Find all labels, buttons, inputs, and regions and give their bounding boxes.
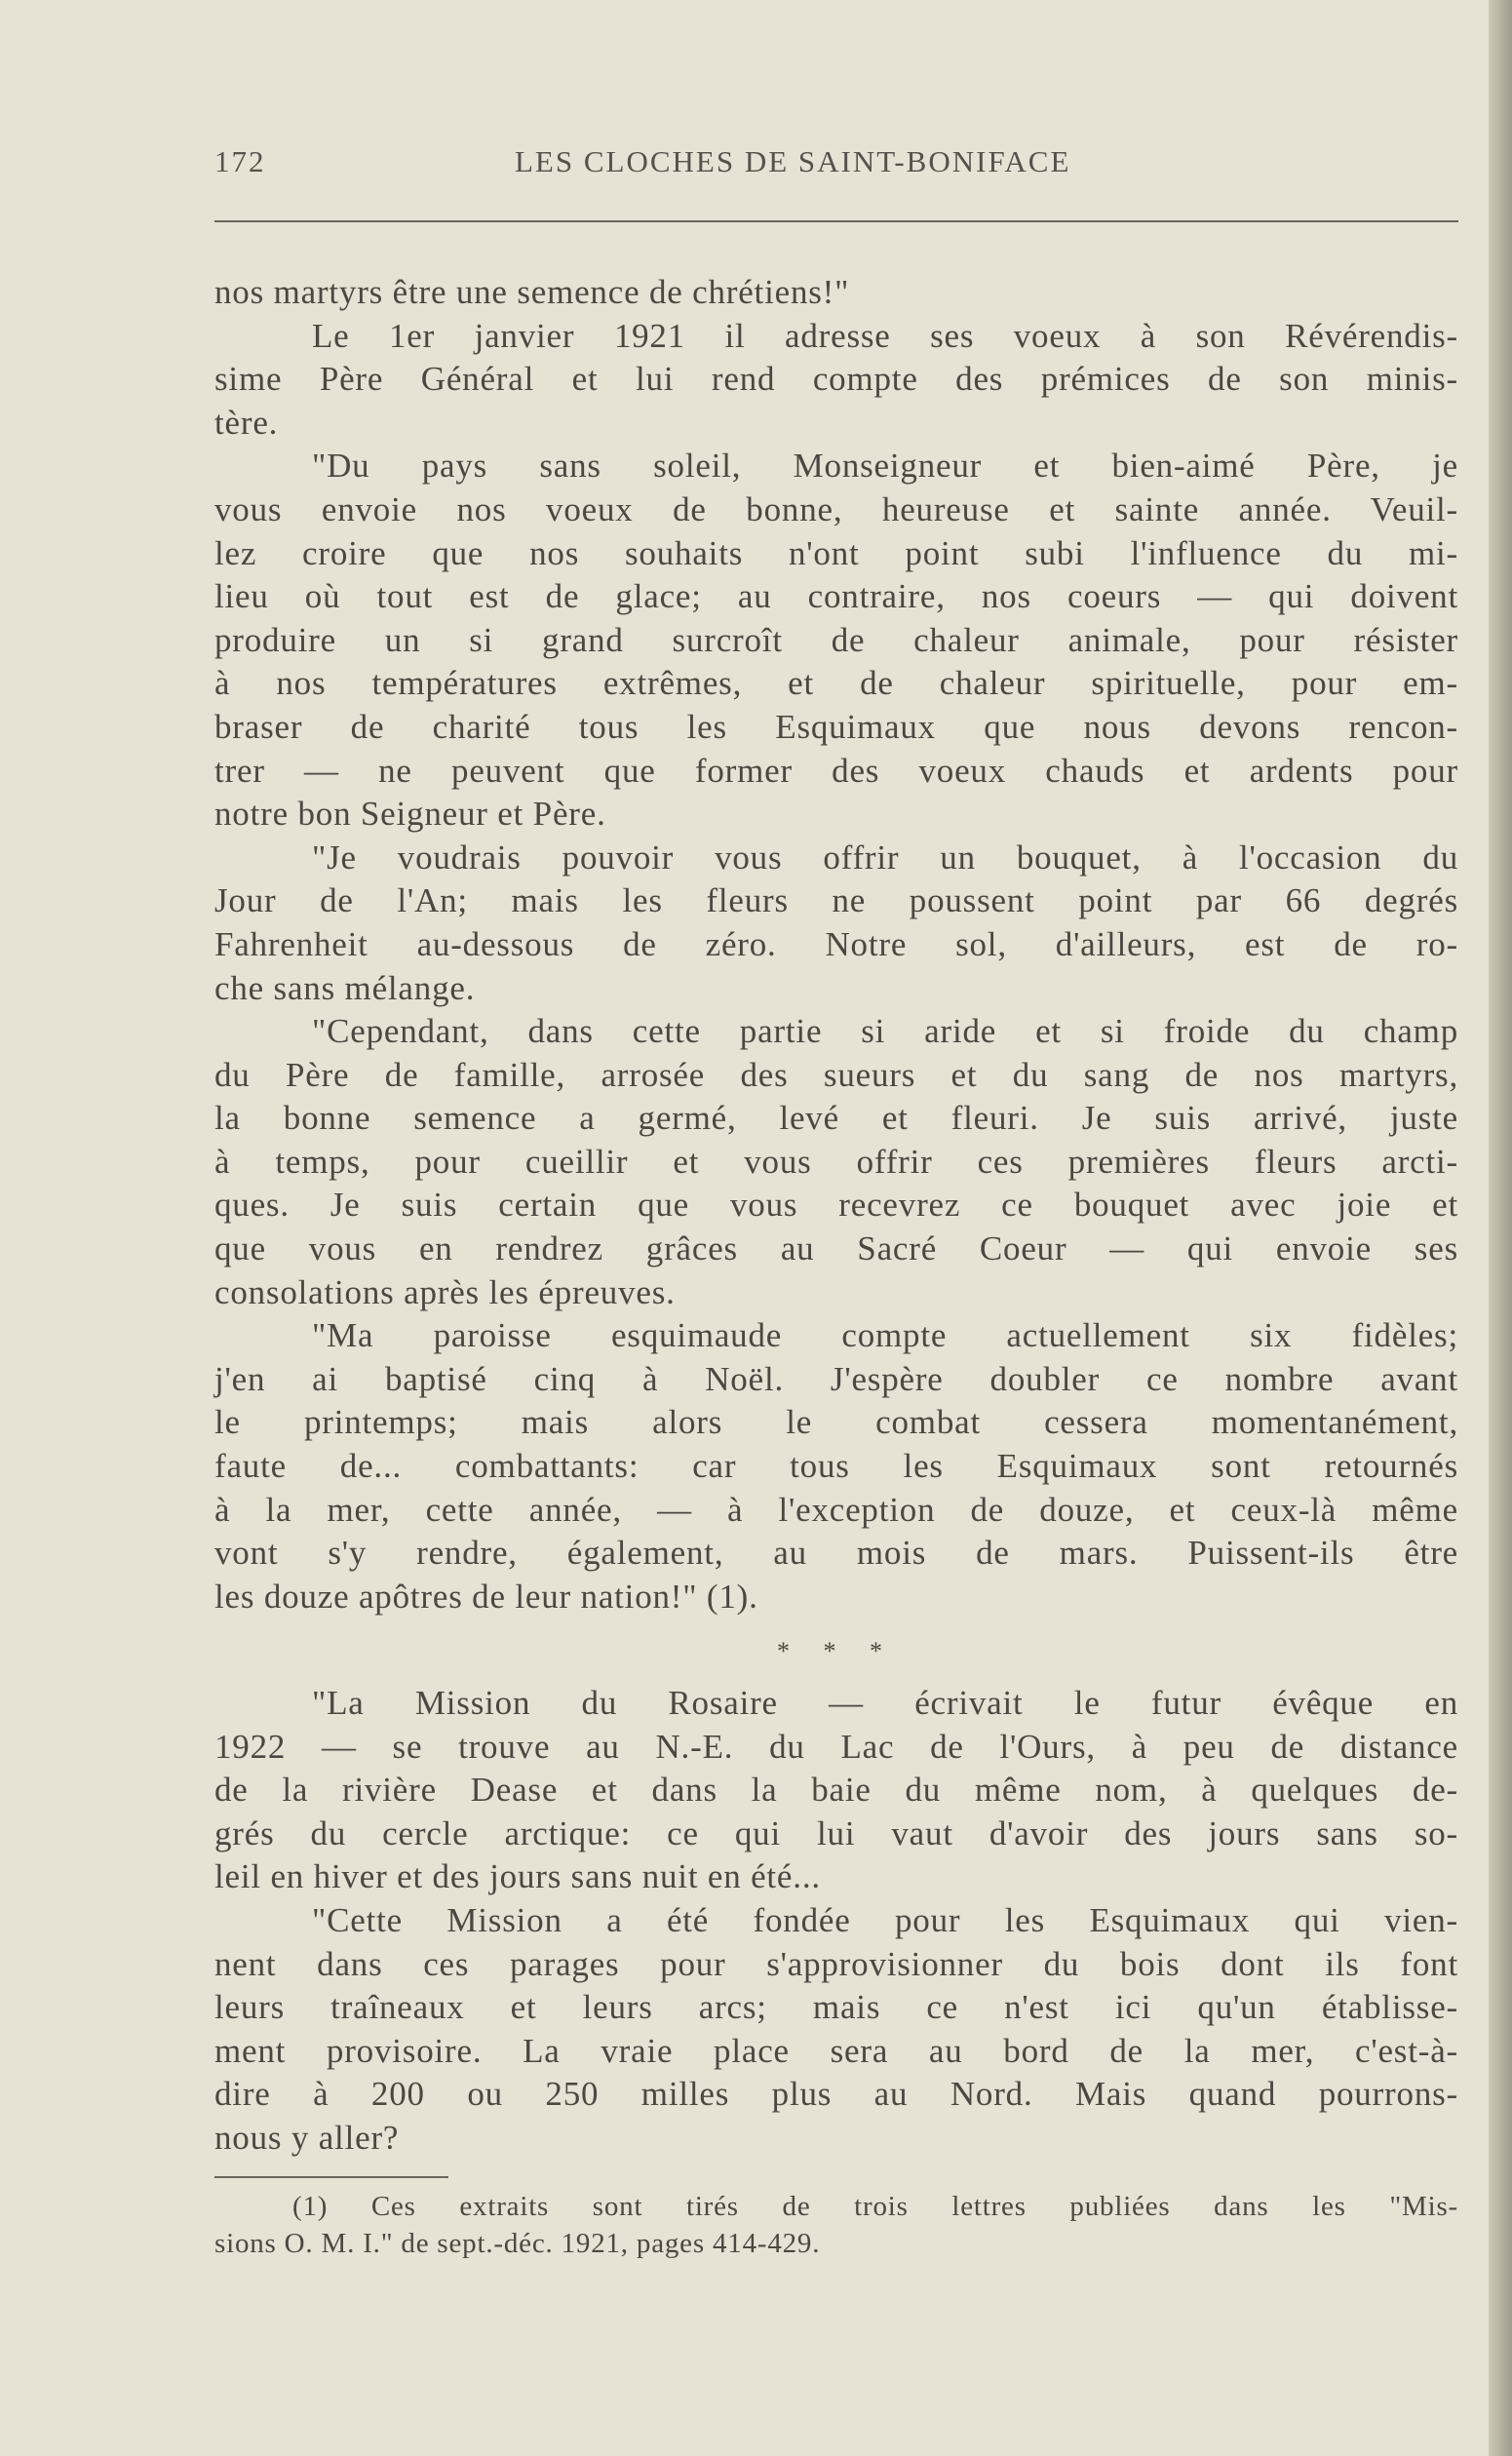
section-break: * * * [777,1637,896,1666]
paragraph-2 [214,315,1458,402]
running-title: LES CLOCHES DE SAINT-BONIFACE [515,144,1071,178]
line: vous envoie nos voeux de bonne, heureuse et sainte année. Veuil- [214,489,1458,528]
line: "La Mission du Rosaire — écrivait le futur évêque en [312,1684,1458,1722]
line: "Cette Mission a été fondée pour les Esquimaux qui vien- [312,1900,1458,1939]
line: à temps, pour cueillir et vous offrir ces premières fleurs arcti- [214,1142,1458,1181]
line: (1) Ces extraits sont tirés de trois lettres publiées dans les "Mis- [292,2191,1458,2222]
footnote [214,2188,1458,2262]
paragraph-8 [214,1899,1458,2117]
line: nous y aller? [214,2118,400,2157]
line: 1922 — se trouve au N.-E. du Lac de l'Ours, à peu de distance [214,1727,1458,1766]
line: "Je voudrais pouvoir vous offrir un bouquet, à l'occasion du [312,838,1458,877]
line: produire un si grand surcroît de chaleur animale, pour résister [214,620,1458,659]
line: nent dans ces parages pour s'approvisionner du bois dont ils font [214,1944,1458,1983]
line: "Cependant, dans cette partie si aride et si froide du champ [312,1012,1458,1051]
line: j'en ai baptisé cinq à Noël. J'espère doubler ce nombre avant [214,1359,1458,1398]
page-number: 172 [214,144,266,178]
line: consolations après les épreuves. [214,1272,676,1311]
line: nos martyrs être une semence de chrétiens!" [214,273,850,311]
line: la bonne semence a germé, levé et fleuri. Je suis arrivé, juste [214,1099,1458,1138]
line: grés du cercle arctique: ce qui lui vaut d'avoir des jours sans so- [214,1813,1458,1852]
paragraph-8-end [214,2117,1458,2161]
paragraph-6 [214,1314,1458,1576]
line: du Père de famille, arrosée des sueurs et du sang de nos martyrs, [214,1055,1458,1094]
footnote-line-2 [214,2225,1458,2262]
line: vont s'y rendre, également, au mois de mars. Puissent-ils être [214,1534,1458,1573]
footnote-rule [214,2176,448,2178]
line: sime Père Général et lui rend compte des prémices de son minis- [214,360,1458,399]
line: trer — ne peuvent que former des voeux chauds et ardents pour [214,751,1458,790]
paragraph-3 [214,445,1458,793]
line: sions O. M. I." de sept.-déc. 1921, pages 414-429. [214,2228,821,2259]
line: ques. Je suis certain que vous recevrez ce bouquet avec joie et [214,1186,1458,1225]
line: Jour de l'An; mais les fleurs ne poussent point par 66 degrés [214,881,1458,920]
paragraph-7 [214,1682,1458,1855]
line: "Du pays sans soleil, Monseigneur et bien-aimé Père, je [312,447,1458,486]
paragraph-4-end [214,967,1458,1011]
line: lez croire que nos souhaits n'ont point subi l'influence du mi- [214,533,1458,572]
page-edge-shadow [1489,0,1512,2456]
footnote-line-1 [214,2188,1458,2225]
line: à la mer, cette année, — à l'exception de douze, et ceux-là même [214,1490,1458,1529]
line: braser de charité tous les Esquimaux que nous devons rencon- [214,707,1458,746]
paragraph-2-end [214,402,1458,446]
line: leil en hiver et des jours sans nuit en été... [214,1857,821,1896]
paragraph-1 [214,271,1458,315]
line: notre bon Seigneur et Père. [214,795,606,834]
line: à nos températures extrêmes, et de chaleur spirituelle, pour em- [214,664,1458,703]
paragraph-3-end [214,793,1458,837]
paragraph-6-end [214,1576,1458,1619]
line: che sans mélange. [214,968,476,1007]
line: Fahrenheit au-dessous de zéro. Notre sol, d'ailleurs, est de ro- [214,924,1458,963]
line: tère. [214,403,279,442]
paragraph-5 [214,1010,1458,1271]
line: lieu où tout est de glace; au contraire, nos coeurs — qui doivent [214,577,1458,616]
line: "Ma paroisse esquimaude compte actuellement six fidèles; [312,1316,1458,1355]
line: Le 1er janvier 1921 il adresse ses voeux à son Révérendis- [312,316,1458,355]
header-rule [214,220,1458,222]
paragraph-7-end [214,1855,1458,1899]
line: les douze apôtres de leur nation!" (1). [214,1577,758,1616]
line: leurs traîneaux et leurs arcs; mais ce n'est ici qu'un établisse- [214,1988,1458,2027]
body-text [214,271,1458,2161]
line: de la rivière Dease et dans la baie du même nom, à quelques de- [214,1771,1458,1810]
line: faute de... combattants: car tous les Esquimaux sont retournés [214,1447,1458,1486]
paragraph-4 [214,837,1458,967]
line: dire à 200 ou 250 milles plus au Nord. Mais quand pourrons- [214,2075,1458,2114]
line: que vous en rendrez grâces au Sacré Coeur — qui envoie ses [214,1229,1458,1268]
line: le printemps; mais alors le combat cessera momentanément, [214,1403,1458,1442]
page-header [214,144,1458,189]
line: ment provisoire. La vraie place sera au bord de la mer, c'est-à- [214,2031,1458,2070]
paragraph-5-end [214,1271,1458,1315]
